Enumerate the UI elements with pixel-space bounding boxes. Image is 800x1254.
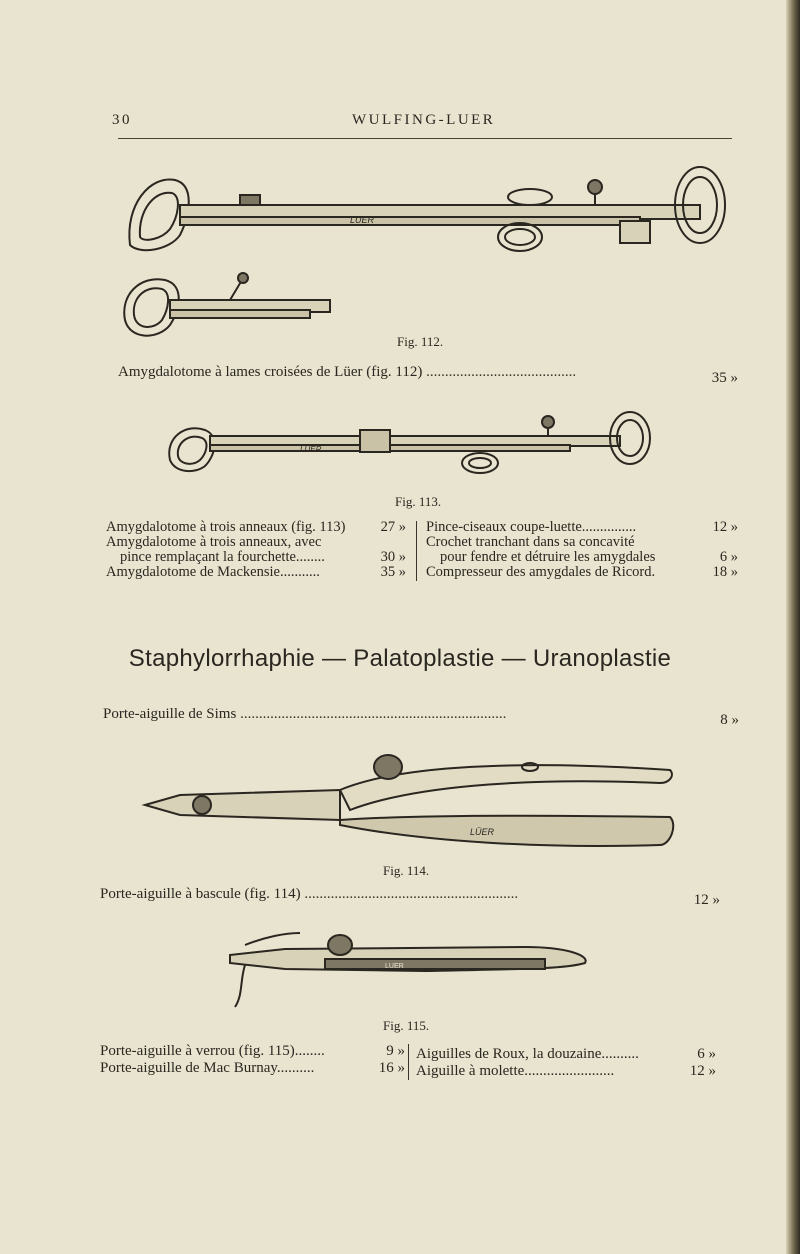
price-column-right bbox=[426, 520, 738, 580]
list-item bbox=[416, 1063, 716, 1080]
list-item bbox=[106, 550, 406, 565]
product-line-112 bbox=[118, 363, 738, 386]
product-name: Amygdalotome à lames croisées de Lüer (fig. 112) bbox=[118, 364, 423, 380]
leader-dots: ........................................ bbox=[426, 364, 577, 380]
list-item bbox=[426, 565, 738, 580]
price-column-left bbox=[106, 520, 406, 580]
figure-115-needle-holder-illustration bbox=[225, 925, 595, 1010]
item-price: 12 » bbox=[689, 1063, 716, 1079]
figure-115-engraving: LUER bbox=[385, 963, 404, 970]
list-item bbox=[100, 1060, 405, 1077]
list-item bbox=[106, 520, 406, 535]
price-column-left-2 bbox=[100, 1043, 405, 1077]
item-name: Porte-aiguille à verrou (fig. 115)........ bbox=[100, 1043, 325, 1059]
figure-112-amygdalotome-illustration bbox=[110, 165, 740, 360]
item-name: Porte-aiguille de Mac Burnay.......... bbox=[100, 1060, 315, 1076]
price-column-right-2 bbox=[416, 1046, 716, 1080]
item-name: pour fendre et détruire les amygdales bbox=[440, 549, 656, 565]
leader-dots: ....................................................................... bbox=[240, 706, 507, 722]
item-name: Aiguille à molette........................ bbox=[416, 1063, 615, 1079]
header-rule bbox=[118, 138, 732, 139]
product-price: 8 » bbox=[720, 712, 739, 728]
column-divider bbox=[416, 521, 417, 581]
page-number: 30 bbox=[112, 112, 132, 128]
product-name: Porte-aiguille à bascule (fig. 114) bbox=[100, 886, 301, 902]
page-header bbox=[112, 112, 732, 134]
item-price: 16 » bbox=[378, 1060, 405, 1076]
list-item bbox=[426, 520, 738, 535]
item-name: Amygdalotome à trois anneaux, avec bbox=[106, 534, 322, 550]
item-name: Compresseur des amygdales de Ricord. bbox=[426, 564, 656, 580]
figure-113-amygdalotome-illustration bbox=[160, 408, 670, 498]
product-line-sims bbox=[103, 705, 739, 728]
item-price: 6 » bbox=[719, 549, 738, 565]
item-name: Pince-ciseaux coupe-luette............... bbox=[426, 519, 637, 535]
figure-112-caption: Fig. 112. bbox=[397, 334, 444, 349]
list-item bbox=[106, 535, 406, 550]
book-spine-shadow bbox=[786, 0, 800, 1254]
item-name: Crochet tranchant dans sa concavité bbox=[426, 534, 635, 550]
product-price: 12 » bbox=[693, 892, 720, 908]
item-price: 9 » bbox=[386, 1043, 405, 1059]
running-title: WULFING-LUER bbox=[352, 112, 496, 128]
leader-dots: ......................................................... bbox=[304, 886, 519, 902]
list-item bbox=[426, 535, 738, 550]
item-price: 35 » bbox=[380, 564, 406, 580]
figure-114-engraving: LÜER bbox=[470, 827, 495, 837]
section-heading: Staphylorrhaphie — Palatoplastie — Uranoplastie bbox=[128, 645, 672, 672]
product-name: Porte-aiguille de Sims bbox=[103, 706, 237, 722]
figure-113-caption: Fig. 113. bbox=[395, 494, 442, 509]
column-divider-2 bbox=[408, 1044, 409, 1080]
item-name: Amygdalotome de Mackensie........... bbox=[106, 564, 320, 580]
figure-115-caption: Fig. 115. bbox=[383, 1018, 430, 1033]
item-price: 6 » bbox=[697, 1046, 716, 1062]
product-line-114 bbox=[100, 885, 720, 908]
list-item bbox=[106, 565, 406, 580]
figure-114-needle-holder-illustration bbox=[140, 745, 680, 860]
item-price: 18 » bbox=[712, 564, 738, 580]
item-name: pince remplaçant la fourchette........ bbox=[120, 549, 325, 565]
figure-112-engraving: LUER bbox=[350, 215, 375, 225]
item-price: 30 » bbox=[380, 549, 406, 565]
figure-114-caption: Fig. 114. bbox=[383, 863, 430, 878]
item-name: Amygdalotome à trois anneaux (fig. 113) bbox=[106, 519, 346, 535]
list-item bbox=[100, 1043, 405, 1060]
list-item bbox=[426, 550, 738, 565]
list-item bbox=[416, 1046, 716, 1063]
product-price: 35 » bbox=[711, 370, 738, 386]
item-price: 27 » bbox=[380, 519, 406, 535]
item-price: 12 » bbox=[712, 519, 738, 535]
item-name: Aiguilles de Roux, la douzaine.......... bbox=[416, 1046, 639, 1062]
figure-113-engraving: LUER bbox=[300, 445, 322, 454]
